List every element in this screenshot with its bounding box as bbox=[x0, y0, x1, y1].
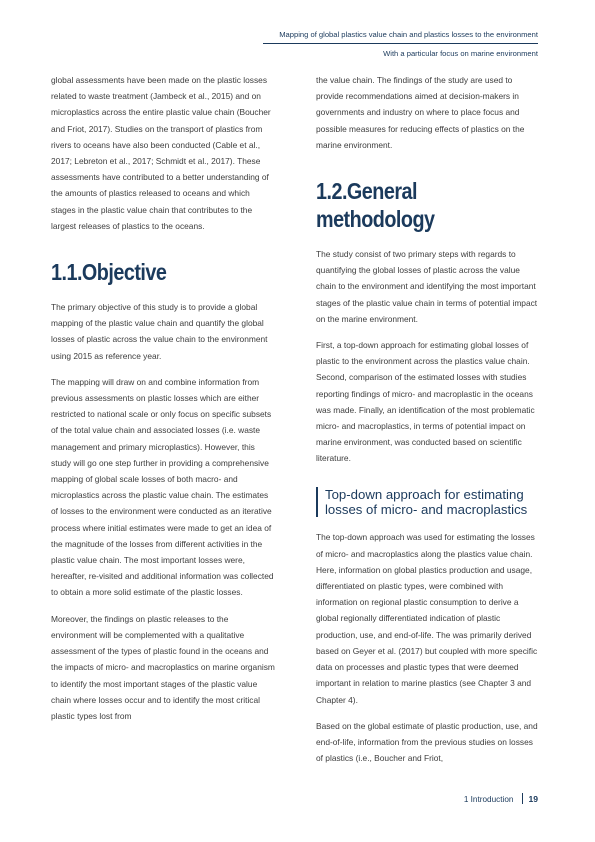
paragraph: global assessments have been made on the plastic losses related to waste treatment (Jambeck et al., 2015) and on microplastics across the entire plastic value chain (Boucher and Friot, 2017). Studies on the transport of plastics from rivers to oceans have also been conducted (Cable et al., 2017; Lebreton et al., 2017; Schmidt et al., 2017). These assessments have contributed to a better understanding of the amounts of plastics released to oceans and which stages in the plastic value chain that contributes to the largest releases of plastics to the oceans. bbox=[51, 75, 271, 231]
section-heading-line: 1.2.General bbox=[316, 178, 417, 205]
left-column bbox=[51, 72, 275, 724]
paragraph: The mapping will draw on and combine information from previous assessments on plastic losses which are either restricted to national scale or only focus on specific subsets of the total value chain and associated losses (i.e. waste management and primary microplastics). However, this study will go one step further in providing a comprehensive mapping of global scale losses of both macro- and microplastics across the plastic value chain. The estimates of losses to the environment were conducted as an iterative process where initial estimates were made to get an idea of the magnitude of the losses from different activities in the plastic value chain. The most important losses were, hereafter, re-visited and additional information was collected to obtain a more solid estimate of the plastic losses. bbox=[51, 376, 274, 598]
section-heading-text: 1.1.Objective bbox=[51, 259, 167, 286]
running-header bbox=[263, 30, 538, 58]
subsection-heading bbox=[316, 487, 540, 518]
footer-divider bbox=[522, 793, 523, 804]
paragraph: the value chain. The findings of the study are used to provide recommendations aimed at decision-makers in governments and industry on where to place focus and possible measures for reducing effects of plastics on the marine environment. bbox=[316, 75, 525, 150]
footer-section-label: 1 Introduction bbox=[463, 795, 514, 804]
paragraph: Moreover, the findings on plastic releases to the environment will be complemented with a qualitative assessment of the types of plastic found in the oceans and the impacts of micro- and macroplastics on marine organism to identify the most important stages of the plastic value chain where losses occur and to identify the most critical plastic types lost from bbox=[51, 613, 275, 721]
section-heading-line: methodology bbox=[316, 206, 435, 233]
right-column bbox=[316, 72, 540, 766]
paragraph: The primary objective of this study is to provide a global mapping of the plastic value chain and quantify the global losses of plastic across the value chain to the environment using 2015 as reference year. bbox=[51, 302, 268, 361]
paragraph: Based on the global estimate of plastic production, use, and end-of-life, information from the previous studies on losses of plastics (i.e., Boucher and Friot, bbox=[316, 720, 538, 764]
header-title: Mapping of global plastics value chain and plastics losses to the environment bbox=[279, 30, 538, 39]
page-number: 19 bbox=[528, 794, 538, 804]
section-heading-objective bbox=[51, 258, 275, 286]
header-subtitle: With a particular focus on marine environment bbox=[383, 49, 538, 58]
paragraph: First, a top-down approach for estimating global losses of plastic to the environment across the plastics value chain. Second, comparison of the estimated losses with studies reporting findings of micro- and macroplastic in the oceans was made. Finally, an identification of the most problematic micro- and macroplastics, in terms of potential impact on marine environment, was conducted based on scientific literature. bbox=[316, 340, 535, 464]
paragraph: The top-down approach was used for estimating the losses of micro- and macroplastics along the plastics value chain. Here, information on global plastics production and usage, differentiated on plastic types, were combined with information on regional plastic consumption to derive a global regionally differentiated indication of plastic production, use, and end-of-life. The was primarily derived based on Geyer et al. (2017) but coupled with more specific data on processes and plastic types that were deemed important in relation to marine plastics (see Chapter 3 and Chapter 4). bbox=[316, 532, 538, 705]
paragraph: The study consist of two primary steps with regards to quantifying the global losses of plastic across the value chain to the environment and identifying the most important stages of the plastic value chain in terms of potential impact on the marine environment. bbox=[316, 249, 538, 324]
section-heading-general-methodology bbox=[316, 177, 540, 233]
subsection-heading-text: Top-down approach for estimating losses of micro- and macroplastics bbox=[325, 486, 528, 518]
page-footer bbox=[464, 793, 538, 804]
